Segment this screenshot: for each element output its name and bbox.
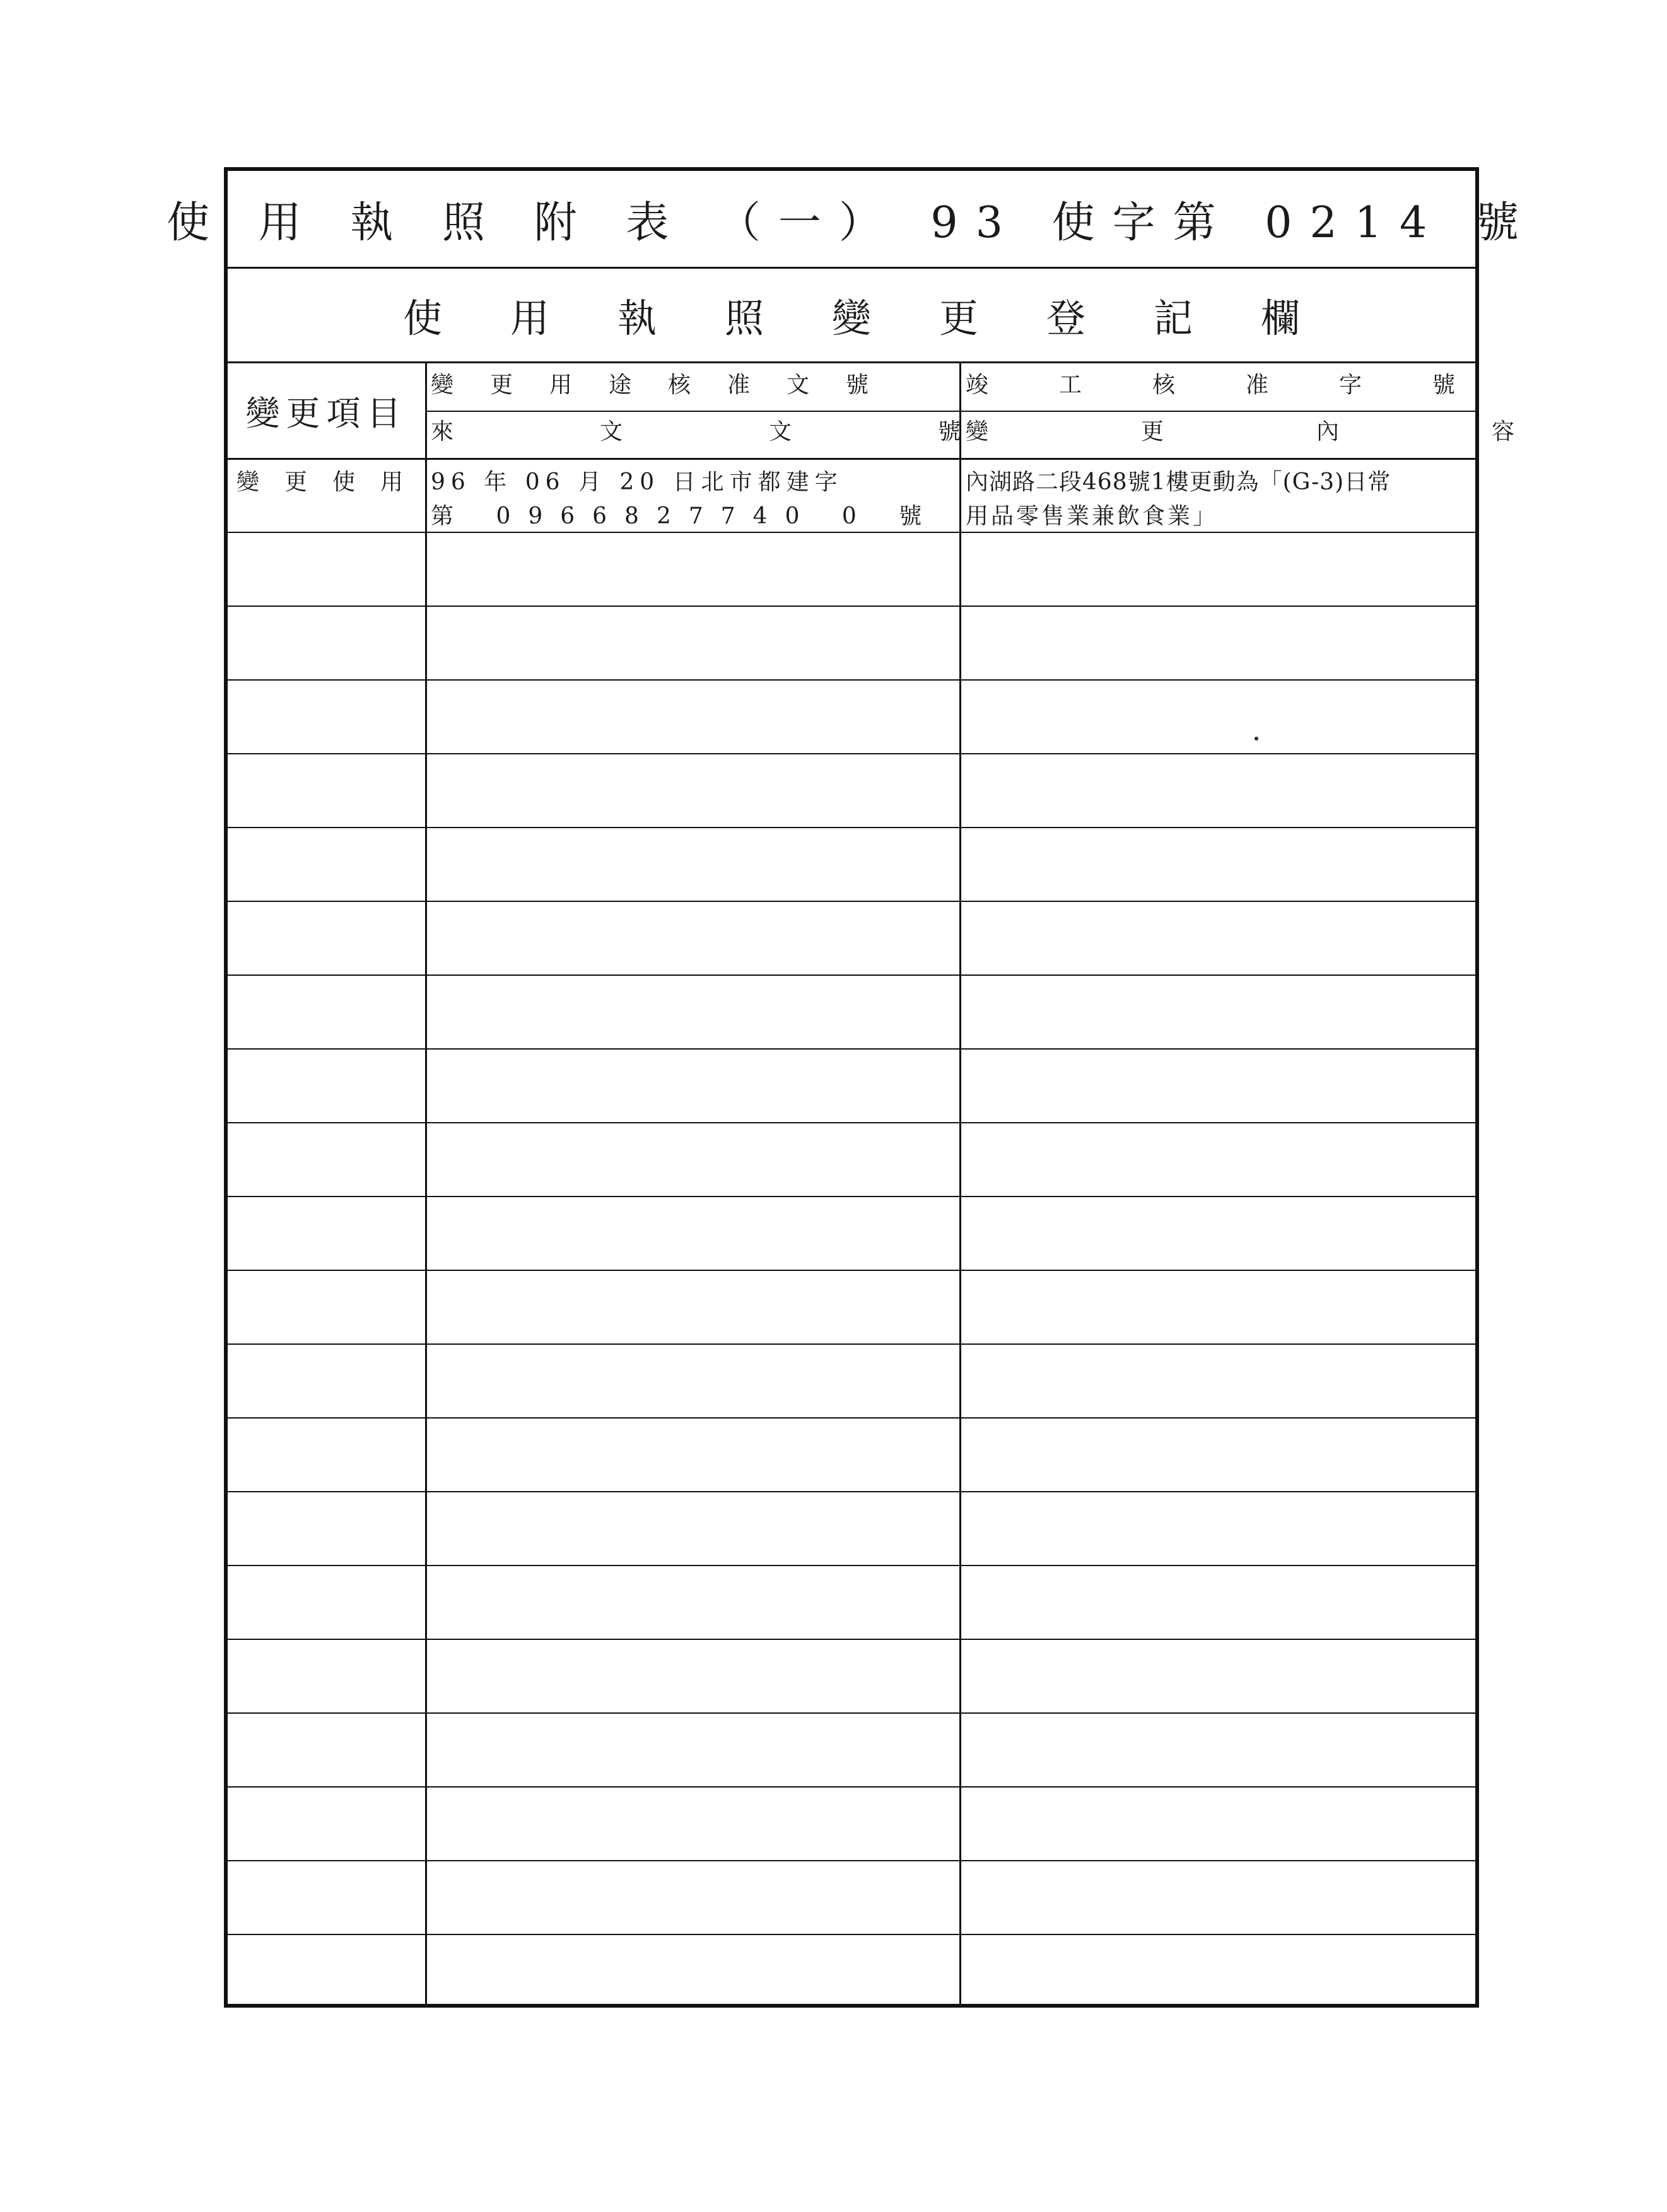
header-incoming-doc [431,418,1107,446]
row-line [228,827,1475,828]
form-title-row [167,171,1536,269]
row-line [228,1417,1475,1419]
column-divider-2 [959,363,961,2004]
usage-permit-form [167,167,1667,2008]
header-change-content-text: 變更內容 [966,419,1667,445]
row-line [228,532,1475,533]
row-line [228,1343,1475,1345]
form-subtitle-row [228,269,1475,363]
row-line [228,1934,1475,1935]
row-line [228,606,1475,607]
row-line [228,974,1475,976]
entry-1-doc-line1: 96 年 06 月 20 日北市都建字 [431,469,843,495]
header-change-item: 變更項目 [245,393,407,433]
form-subtitle: 使用執照變更登記欄 [402,295,1368,341]
header-completion-doc-text: 竣工核准字號 [966,372,1526,398]
row-line [228,753,1475,754]
row-line [228,1491,1475,1492]
row-line [228,1196,1475,1197]
row-line [228,1565,1475,1566]
row-line [228,679,1475,681]
scan-speck [1255,737,1258,740]
entry-1-item: 變更使用 [237,469,429,495]
header-approval-doc-text: 變更用途核准文號 [431,372,906,398]
header-incoming-doc-text: 來文文號 [431,419,1107,445]
row-line [228,901,1475,902]
entry-1-doc-line2: 第 0966827740 0 號 [431,503,940,529]
entry-1-content-line1: 內湖路二段468號1樓更動為「(G-3)日常 [966,469,1391,495]
column-divider-1 [425,363,427,2004]
row-line [228,1639,1475,1640]
row-line [228,1712,1475,1714]
row-line [228,1270,1475,1271]
header-bottom-line [228,458,1475,460]
form-title: 使 用 執 照 附 表 （一） 93 使字第 0214 號 [167,197,1536,248]
row-line [228,1122,1475,1123]
header-approval-doc [431,372,953,399]
header-completion-doc [966,372,1526,399]
row-line [228,1786,1475,1788]
header-split-line [425,411,1475,412]
entry-1-content-line2: 用品零售業兼飲食業」 [966,503,1219,529]
header-change-content [966,418,1667,446]
row-line [228,1860,1475,1861]
row-line [228,1048,1475,1050]
